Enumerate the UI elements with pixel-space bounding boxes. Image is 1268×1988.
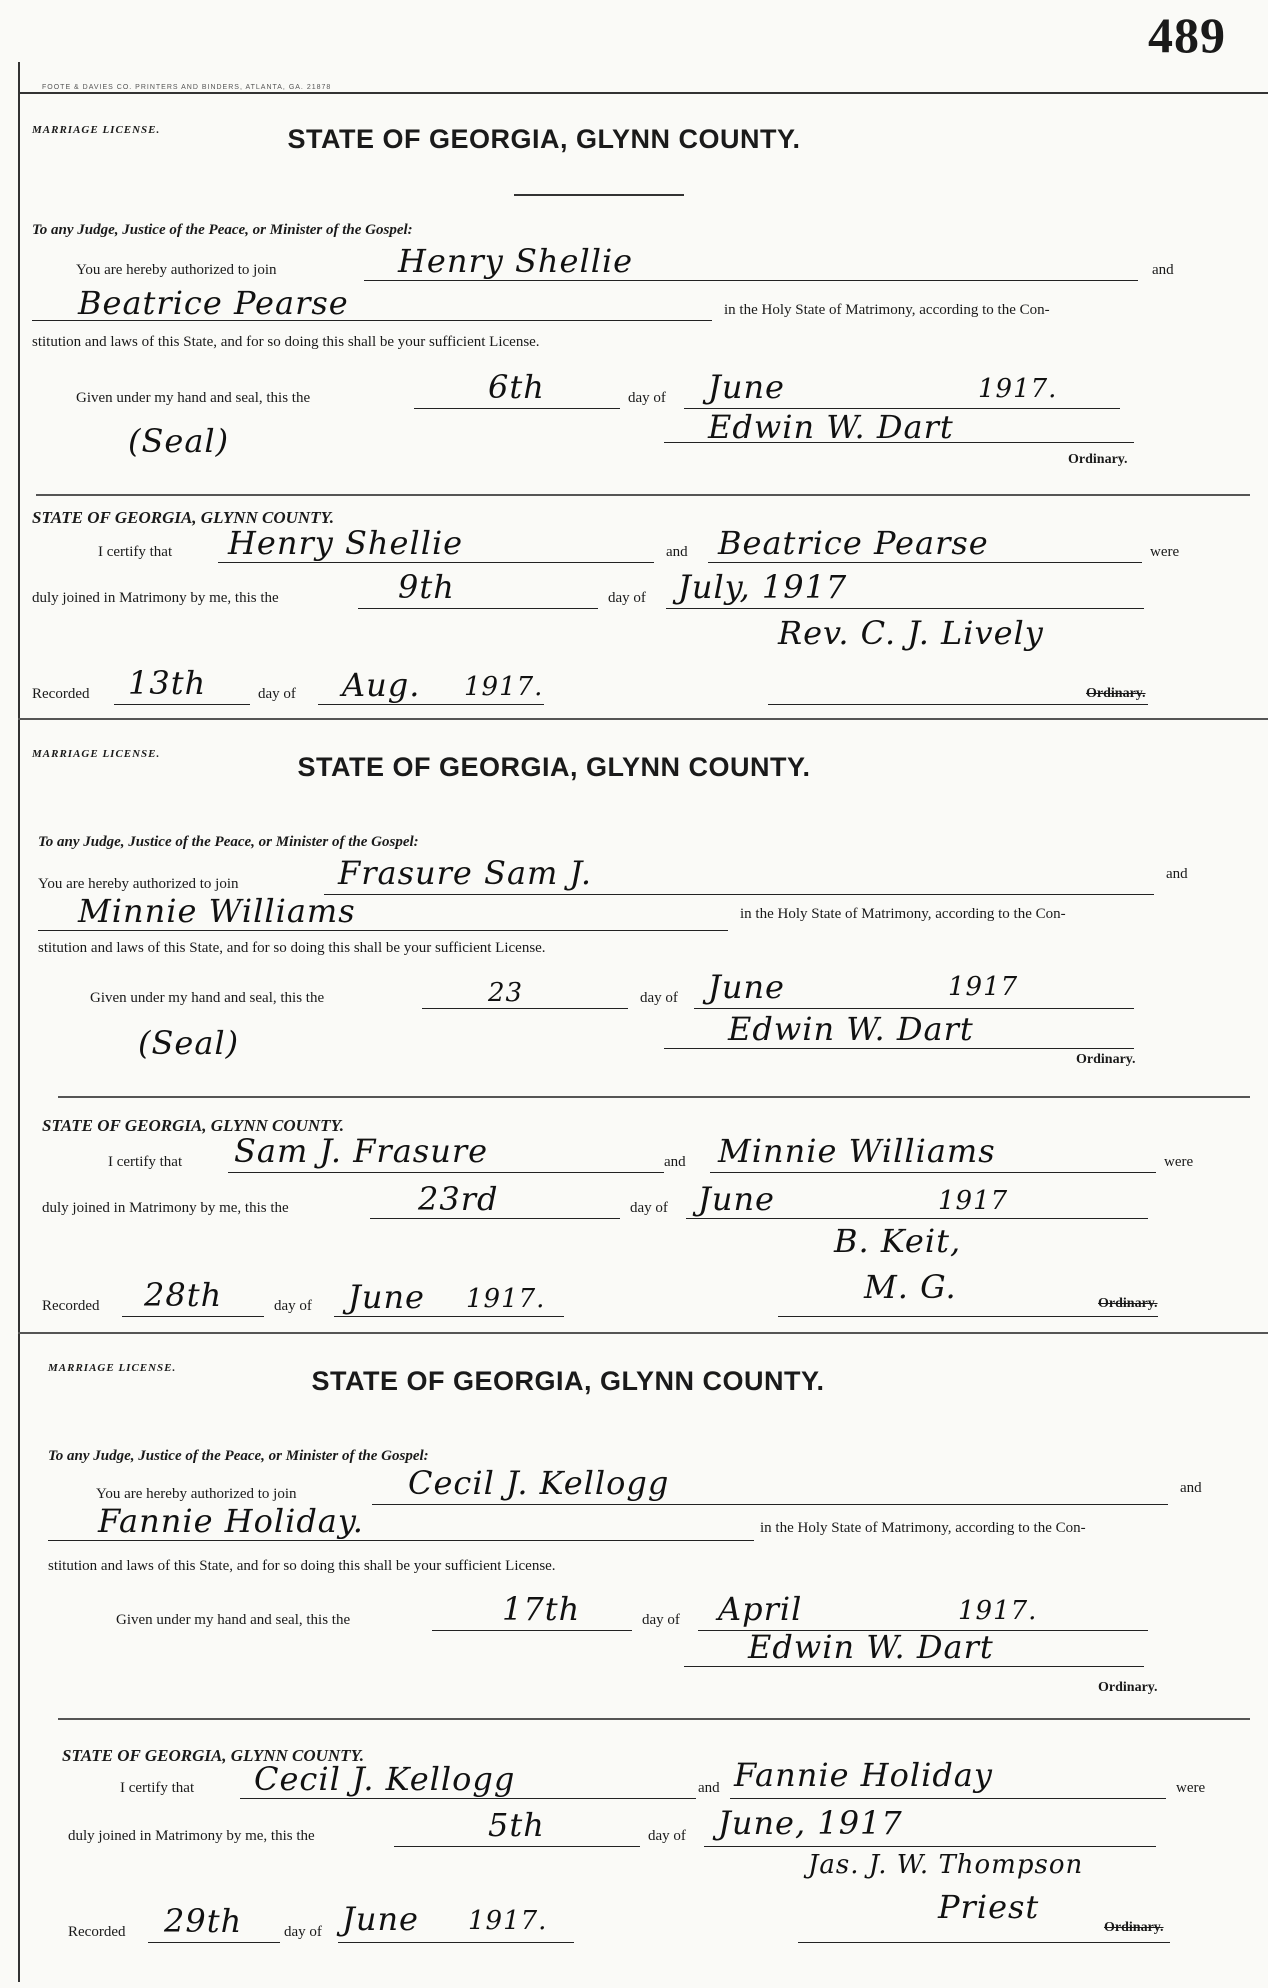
officiant-signature: Rev. C. J. Lively xyxy=(778,614,1044,652)
holy-state-text: in the Holy State of Matrimony, according to the Con- xyxy=(724,302,1050,318)
constitution-text: stitution and laws of this State, and for so doing this shall be your sufficient License. xyxy=(48,1558,556,1574)
ordinary-label: Ordinary. xyxy=(1076,1052,1136,1067)
recorded-day: 13th xyxy=(128,664,207,702)
license-day-line xyxy=(432,1630,632,1631)
recorded-text: Recorded xyxy=(32,686,90,702)
recorded-sig-line xyxy=(798,1942,1170,1943)
top-rule xyxy=(18,92,1268,94)
married-day: 5th xyxy=(488,1806,545,1844)
day-of-text: day of xyxy=(630,1200,668,1216)
seal: (Seal) xyxy=(138,1024,240,1062)
ordinary-signature: Edwin W. Dart xyxy=(748,1628,994,1666)
day-of-text: day of xyxy=(628,390,666,406)
certify-text: I certify that xyxy=(108,1154,183,1170)
groom-line xyxy=(372,1504,1168,1505)
section-divider xyxy=(58,1096,1250,1098)
license-month: June xyxy=(708,368,785,406)
recorded-day-line xyxy=(148,1942,280,1943)
groom-name: Cecil J. Kellogg xyxy=(408,1464,670,1502)
officiant-title: Priest xyxy=(938,1888,1040,1926)
duly-text: duly joined in Matrimony by me, this the xyxy=(68,1828,315,1844)
recorded-month: June xyxy=(348,1278,425,1316)
license-title: STATE OF GEORGIA, GLYNN COUNTY. xyxy=(287,124,801,154)
license-tag: MARRIAGE LICENSE. xyxy=(32,124,161,136)
cert-bride-line xyxy=(730,1798,1166,1799)
groom-name: Frasure Sam J. xyxy=(338,854,593,892)
officiant-signature: Jas. J. W. Thompson xyxy=(808,1850,1084,1880)
married-day-line xyxy=(370,1218,620,1219)
printer-imprint: FOOTE & DAVIES CO. PRINTERS AND BINDERS, ATLANTA, GA. 21878 xyxy=(42,84,332,91)
ordinary-sig-line xyxy=(684,1666,1144,1667)
recorded-day: 28th xyxy=(144,1276,223,1314)
ordinary-label: Ordinary. xyxy=(1098,1296,1158,1311)
given-text: Given under my hand and seal, this the xyxy=(116,1612,351,1628)
certify-text: I certify that xyxy=(98,544,173,560)
cert-bride-line xyxy=(708,562,1142,563)
authorized-text: You are hereby authorized to join xyxy=(38,876,239,892)
cert-bride-name: Beatrice Pearse xyxy=(718,524,989,562)
recorded-text: Recorded xyxy=(42,1298,100,1314)
married-month: June, 1917 xyxy=(718,1804,903,1842)
certificate-heading: STATE OF GEORGIA, GLYNN COUNTY. xyxy=(42,1116,344,1135)
authorized-text: You are hereby authorized to join xyxy=(96,1486,297,1502)
day-of-text: day of xyxy=(258,686,296,702)
married-month-line xyxy=(686,1218,1148,1219)
license-title: STATE OF GEORGIA, GLYNN COUNTY. xyxy=(297,752,811,782)
bride-line xyxy=(48,1540,754,1541)
cert-groom-line xyxy=(240,1798,696,1799)
day-of-text: day of xyxy=(284,1924,322,1940)
groom-line xyxy=(364,280,1138,281)
day-of-text: day of xyxy=(608,590,646,606)
license-day: 17th xyxy=(502,1590,581,1628)
bride-line xyxy=(38,930,728,931)
recorded-day: 29th xyxy=(164,1902,243,1940)
were-text: were xyxy=(1176,1780,1206,1796)
married-month-line xyxy=(666,608,1144,609)
holy-state-text: in the Holy State of Matrimony, according to the Con- xyxy=(740,906,1066,922)
cert-groom-line xyxy=(228,1172,664,1173)
and-text: and xyxy=(698,1780,720,1796)
recorded-month-line xyxy=(334,1316,564,1317)
cert-groom-line xyxy=(218,562,654,563)
section-divider xyxy=(58,1718,1250,1720)
recorded-text: Recorded xyxy=(68,1924,126,1940)
certify-text: I certify that xyxy=(120,1780,195,1796)
and-text: and xyxy=(1152,262,1174,278)
certificate-heading: STATE OF GEORGIA, GLYNN COUNTY. xyxy=(32,508,334,527)
recorded-day-line xyxy=(122,1316,264,1317)
ordinary-sig-line xyxy=(664,1048,1134,1049)
seal: (Seal) xyxy=(128,422,230,460)
bride-name: Minnie Williams xyxy=(78,892,356,930)
were-text: were xyxy=(1150,544,1180,560)
and-text: and xyxy=(664,1154,686,1170)
license-year: 1917. xyxy=(958,1596,1038,1626)
recorded-year: 1917. xyxy=(464,672,544,702)
constitution-text: stitution and laws of this State, and for so doing this shall be your sufficient License. xyxy=(32,334,540,350)
cert-groom-name: Cecil J. Kellogg xyxy=(254,1760,516,1798)
license-year: 1917 xyxy=(948,972,1019,1002)
cert-bride-name: Minnie Williams xyxy=(718,1132,996,1170)
ordinary-label: Ordinary. xyxy=(1068,452,1128,467)
bride-name: Fannie Holiday. xyxy=(98,1502,364,1540)
married-day-line xyxy=(394,1846,640,1847)
page-number: 489 xyxy=(1148,7,1226,63)
married-month: June xyxy=(698,1180,775,1218)
license-tag: MARRIAGE LICENSE. xyxy=(32,748,161,760)
and-text: and xyxy=(666,544,688,560)
ordinary-label: Ordinary. xyxy=(1098,1680,1158,1695)
license-month: April xyxy=(718,1590,803,1628)
record-divider xyxy=(18,718,1268,720)
license-day-line xyxy=(422,1008,628,1009)
address-line: To any Judge, Justice of the Peace, or Minister of the Gospel: xyxy=(38,834,419,850)
license-year: 1917. xyxy=(978,374,1058,404)
license-month-line xyxy=(694,1008,1134,1009)
ordinary-signature: Edwin W. Dart xyxy=(708,408,954,446)
married-day: 23rd xyxy=(418,1180,499,1218)
married-day: 9th xyxy=(398,568,455,606)
recorded-year: 1917. xyxy=(466,1284,546,1314)
groom-line xyxy=(324,894,1154,895)
record-divider xyxy=(18,1332,1268,1334)
certificate-heading: STATE OF GEORGIA, GLYNN COUNTY. xyxy=(62,1746,364,1765)
and-text: and xyxy=(1180,1480,1202,1496)
day-of-text: day of xyxy=(642,1612,680,1628)
recorded-day-line xyxy=(114,704,250,705)
recorded-month: June xyxy=(342,1900,419,1938)
cert-bride-line xyxy=(710,1172,1156,1173)
license-tag: MARRIAGE LICENSE. xyxy=(48,1362,177,1374)
married-month: July, 1917 xyxy=(678,568,848,606)
license-month: June xyxy=(708,968,785,1006)
day-of-text: day of xyxy=(648,1828,686,1844)
section-divider xyxy=(36,494,1250,496)
bride-name: Beatrice Pearse xyxy=(78,284,349,322)
license-title: STATE OF GEORGIA, GLYNN COUNTY. xyxy=(311,1366,825,1396)
recorded-sig-line xyxy=(778,1316,1158,1317)
officiant-title: M. G. xyxy=(864,1268,957,1306)
address-line: To any Judge, Justice of the Peace, or Minister of the Gospel: xyxy=(32,222,413,238)
recorded-month-line xyxy=(338,1942,574,1943)
day-of-text: day of xyxy=(274,1298,312,1314)
license-day-line xyxy=(414,408,620,409)
groom-name: Henry Shellie xyxy=(398,242,634,280)
address-line: To any Judge, Justice of the Peace, or Minister of the Gospel: xyxy=(48,1448,429,1464)
holy-state-text: in the Holy State of Matrimony, according to the Con- xyxy=(760,1520,1086,1536)
ordinary-label: Ordinary. xyxy=(1104,1920,1164,1935)
recorded-sig-line xyxy=(768,704,1148,705)
title-rule xyxy=(514,194,684,196)
authorized-text: You are hereby authorized to join xyxy=(76,262,277,278)
duly-text: duly joined in Matrimony by me, this the xyxy=(32,590,279,606)
constitution-text: stitution and laws of this State, and for so doing this shall be your sufficient License. xyxy=(38,940,546,956)
and-text: and xyxy=(1166,866,1188,882)
duly-text: duly joined in Matrimony by me, this the xyxy=(42,1200,289,1216)
were-text: were xyxy=(1164,1154,1194,1170)
officiant-signature: B. Keit, xyxy=(834,1222,962,1260)
recorded-month: Aug. xyxy=(342,666,421,704)
license-day: 6th xyxy=(488,368,545,406)
married-day-line xyxy=(358,608,598,609)
married-year: 1917 xyxy=(938,1186,1009,1216)
given-text: Given under my hand and seal, this the xyxy=(76,390,311,406)
license-day: 23 xyxy=(488,978,524,1008)
ordinary-label: Ordinary. xyxy=(1086,686,1146,701)
given-text: Given under my hand and seal, this the xyxy=(90,990,325,1006)
day-of-text: day of xyxy=(640,990,678,1006)
married-month-line xyxy=(704,1846,1156,1847)
cert-bride-name: Fannie Holiday xyxy=(734,1756,993,1794)
cert-groom-name: Sam J. Frasure xyxy=(234,1132,489,1170)
cert-groom-name: Henry Shellie xyxy=(228,524,464,562)
recorded-month-line xyxy=(318,704,544,705)
ordinary-signature: Edwin W. Dart xyxy=(728,1010,974,1048)
recorded-year: 1917. xyxy=(468,1906,548,1936)
